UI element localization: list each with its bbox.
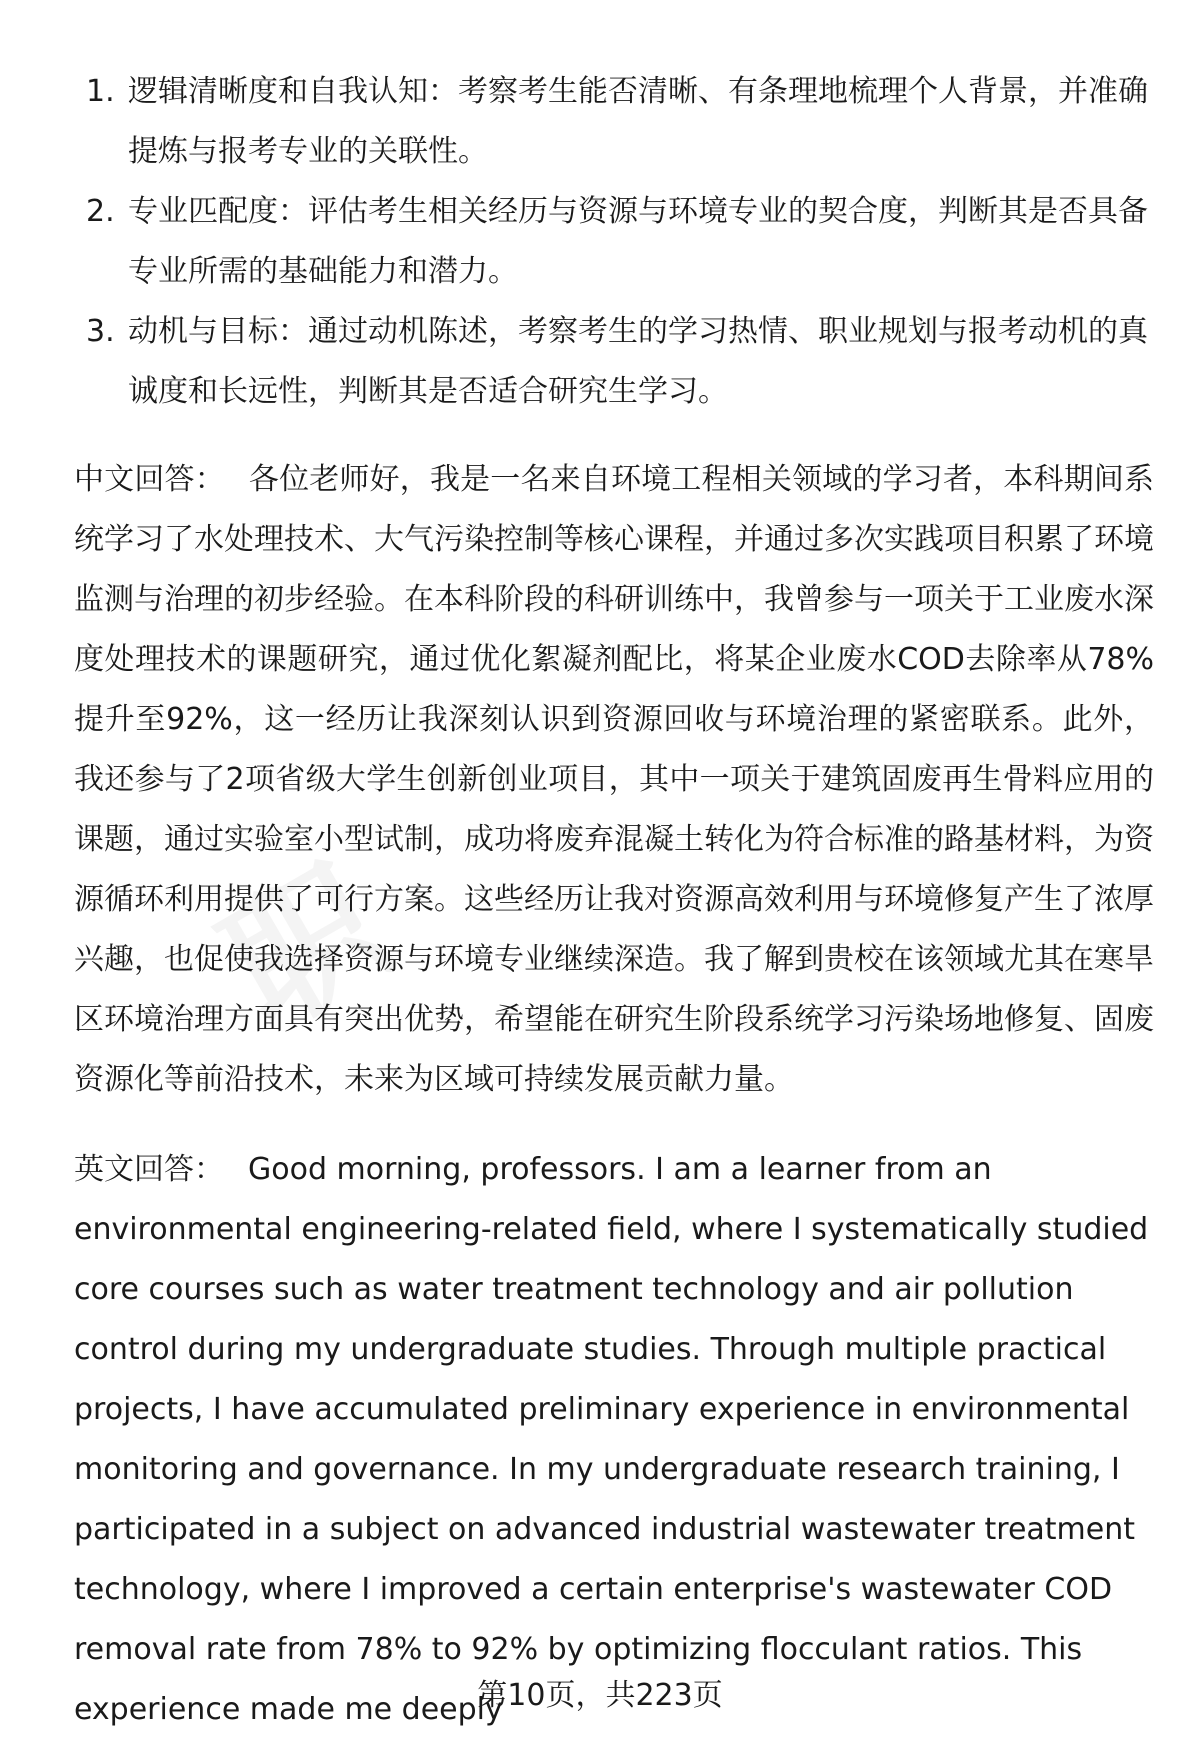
criteria-text: 专业匹配度：评估考生相关经历与资源与环境专业的契合度，判断其是否具备专业所需的基础能力和潜力。 bbox=[128, 194, 1148, 289]
criteria-list bbox=[74, 62, 1154, 422]
page-number: 第10页，共223页 bbox=[477, 1678, 723, 1713]
criteria-number: 2. bbox=[86, 194, 115, 229]
page-footer bbox=[0, 1676, 1200, 1716]
criteria-text: 动机与目标：通过动机陈述，考察考生的学习热情、职业规划与报考动机的真诚度和长远性，判断其是否适合研究生学习。 bbox=[128, 314, 1148, 409]
chinese-answer bbox=[74, 450, 1154, 1110]
english-answer-text: Good morning, professors. I am a learner from an environmental engineering-related field, where I systematically studied core courses such as water treatment technology and air pollution control during my undergraduate studies. Through multiple practical projects, I have accumulated preliminary experience in environmental monitoring and governance. In my undergraduate research training, I participated in a subject on advanced industrial wastewater treatment technology, where I improved a certain enterprise's wastewater COD removal rate from 78% to 92% by optimizing flocculant ratios. This experience made me deeply bbox=[74, 1152, 1149, 1727]
chinese-answer-label: 中文回答： bbox=[74, 462, 225, 497]
criteria-number: 1. bbox=[86, 74, 115, 109]
english-answer-label: 英文回答： bbox=[74, 1152, 224, 1187]
criteria-text: 逻辑清晰度和自我认知：考察考生能否清晰、有条理地梳理个人背景，并准确提炼与报考专业的关联性。 bbox=[128, 74, 1148, 169]
criteria-item bbox=[74, 62, 1154, 182]
criteria-number: 3. bbox=[86, 314, 115, 349]
chinese-answer-text: 各位老师好，我是一名来自环境工程相关领域的学习者，本科期间系统学习了水处理技术、大气污染控制等核心课程，并通过多次实践项目积累了环境监测与治理的初步经验。在本科阶段的科研训练中，我曾参与一项关于工业废水深度处理技术的课题研究，通过优化絮凝剂配比，将某企业废水COD去除率从78%提升至92%，这一经历让我深刻认识到资源回收与环境治理的紧密联系。此外，我还参与了2项省级大学生创新创业项目，其中一项关于建筑固废再生骨料应用的课题，通过实验室小型试制，成功将废弃混凝土转化为符合标准的路基材料，为资源循环利用提供了可行方案。这些经历让我对资源高效利用与环境修复产生了浓厚兴趣，也促使我选择资源与环境专业继续深造。我了解到贵校在该领域尤其在寒旱区环境治理方面具有突出优势，希望能在研究生阶段系统学习污染场地修复、固废资源化等前沿技术，未来为区域可持续发展贡献力量。 bbox=[74, 462, 1155, 1097]
document-body bbox=[74, 62, 1154, 1740]
english-answer bbox=[74, 1140, 1154, 1740]
criteria-item bbox=[74, 302, 1154, 422]
criteria-item bbox=[74, 182, 1154, 302]
